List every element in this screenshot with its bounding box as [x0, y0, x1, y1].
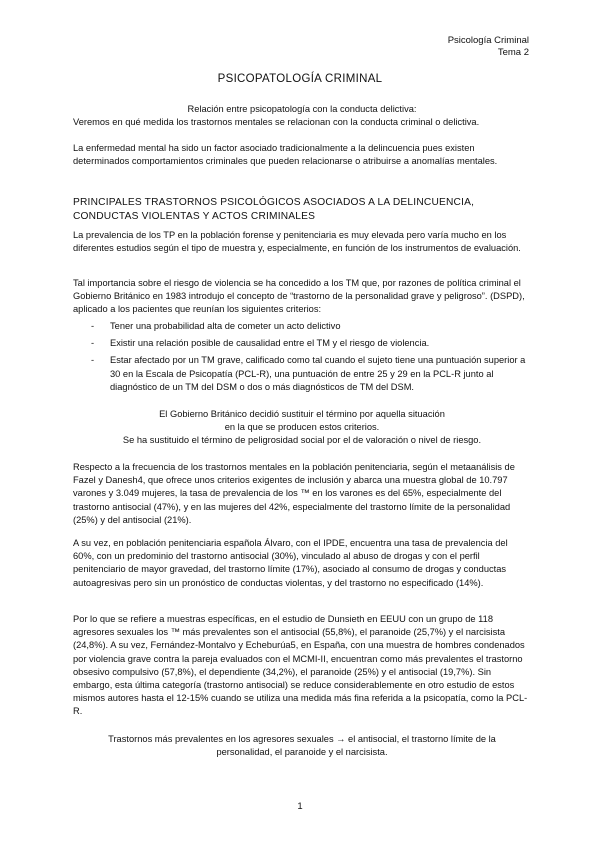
note-line: El Gobierno Británico decidió sustituir el término por aquella situación — [159, 409, 445, 419]
intro-paragraph — [73, 142, 531, 168]
intro-para1: La enfermedad mental ha sido un factor asociado tradicionalmente a la delincuencia pues existen determinados comportamientos criminales que pueden relacionarse o atribuirse a anomalías mentales. — [73, 143, 498, 167]
section-para2 — [73, 277, 531, 317]
dash-bullet: - — [91, 338, 95, 349]
summary-line: personalidad, el paranoide y el narcisista. — [216, 747, 388, 758]
paragraph: Por lo que se refiere a muestras específicas, en el estudio de Dunsieth en EEUU con un grupo de 118 agresores sexuales los ™ más prevalentes son el antisocial (55,8%), el paranoide (25,7%) y el narcisista (24,8%). A su vez, Fernández-Montalvo y Echeburúa5, en España, con una muestra de hombres condenados por violencia grave contra la pareja evaluados con el MCMI-II, encuentran como más prevalentes el trastorno obsesivo compulsivo (57,8%), el dependiente (34,2%), el paranoide (25%) y el antisocial (19,7%). Sin embargo, esta última categoría (trastorno antisocial) se reduce considerablemente en otro estudio de estos mismos autores hasta el 12-15% cuando se utiliza una medida más fina referida a la psicopatía, como la PCL-R. — [73, 614, 528, 717]
section-para1 — [73, 229, 531, 255]
intro-block — [73, 103, 531, 129]
criterion-text: Tener una probabilidad alta de cometer un acto delictivo — [110, 321, 341, 331]
section-heading-line1: PRINCIPALES TRASTORNOS PSICOLÓGICOS ASOCIADOS A LA DELINCUENCIA, — [73, 197, 475, 208]
intro-subtitle: Relación entre psicopatología con la conducta delictiva: — [187, 104, 417, 114]
header-course: Psicología Criminal — [447, 35, 529, 46]
summary-note — [73, 733, 531, 759]
summary-line: Trastornos más prevalentes en los agresores sexuales → el antisocial, el trastorno límite de la — [108, 734, 496, 744]
paragraph: A su vez, en población penitenciaria española Álvaro, con el IPDE, encuentra una tasa de prevalencia del 60%, con un predominio del trastorno antisocial (30%), vinculado al abuso de drogas y con el perfil penitenciario de mayor gravedad, del trastorno límite (17%), asociado al consumo de drogas y conductas autoagresivas pero sin un pronóstico de conductas violentas, y del trastorno no especificado (14%). — [73, 538, 508, 588]
paragraph: Respecto a la frecuencia de los trastornos mentales en la población penitenciaria, según el metaanálisis de Fazel y Danesh4, que ofrece unos criterios exigentes de inclusión y abarca una muestra global de 10.797 varones y 3.049 mujeres, la tasa de prevalencia de los ™ en los varones es del 65%, especialmente del trastorno antisocial (47%), y en las mujeres del 42%, especialmente del trastorno límite de la personalidad (25%) y del antisocial (21%). — [73, 462, 515, 525]
list-item — [73, 320, 531, 333]
page-number: 1 — [297, 801, 303, 812]
dash-bullet: - — [91, 355, 95, 366]
document-title: PSICOPATOLOGÍA CRIMINAL — [217, 73, 383, 85]
note-line: Se ha sustituido el término de peligrosidad social por el de valoración o nivel de riesgo. — [122, 435, 482, 446]
criterion-text: Existir una relación posible de causalidad entre el TM y el riesgo de violencia. — [110, 338, 430, 349]
section-para4 — [73, 537, 531, 590]
intro-lead: Veremos en qué medida los trastornos mentales se relacionan con la conducta criminal o delictiva. — [73, 117, 480, 128]
note-line: en la que se producen estos criterios. — [224, 422, 380, 433]
section-heading-line2: CONDUCTAS VIOLENTAS Y ACTOS CRIMINALES — [73, 211, 316, 222]
section-heading — [73, 196, 531, 224]
page-header — [448, 35, 529, 59]
list-item — [73, 354, 531, 394]
list-item — [73, 337, 531, 350]
paragraph: Tal importancia sobre el riesgo de violencia se ha concedido a los TM que, por razones de política criminal el Gobierno Británico en 1983 introdujo el concepto de “trastorno de la personalidad grave y peligroso”. (DSPD), aplicado a los pacientes que reunían los siguientes criterios: — [73, 278, 525, 315]
paragraph: La prevalencia de los TP en la población forense y penitenciaria es muy elevada pero varía mucho en los diferentes estudios según el tipo de muestra y, especialmente, en función de los instrumentos de evaluación. — [73, 230, 521, 254]
criterion-text: Estar afectado por un TM grave, calificado como tal cuando el sujeto tiene una puntuación superior a 30 en la Escala de Psicopatía (PCL-R), una puntuación de entre 25 y 29 en la PCL-R junto al diagnóstico de un TM del DSM o dos o más diagnósticos de TM del DSM. — [110, 355, 526, 392]
highlight-note — [73, 408, 531, 448]
section-para3 — [73, 461, 531, 527]
criteria-list — [73, 320, 531, 394]
header-topic: Tema 2 — [497, 47, 529, 58]
section-para5 — [73, 613, 531, 719]
dash-bullet: - — [91, 321, 95, 331]
